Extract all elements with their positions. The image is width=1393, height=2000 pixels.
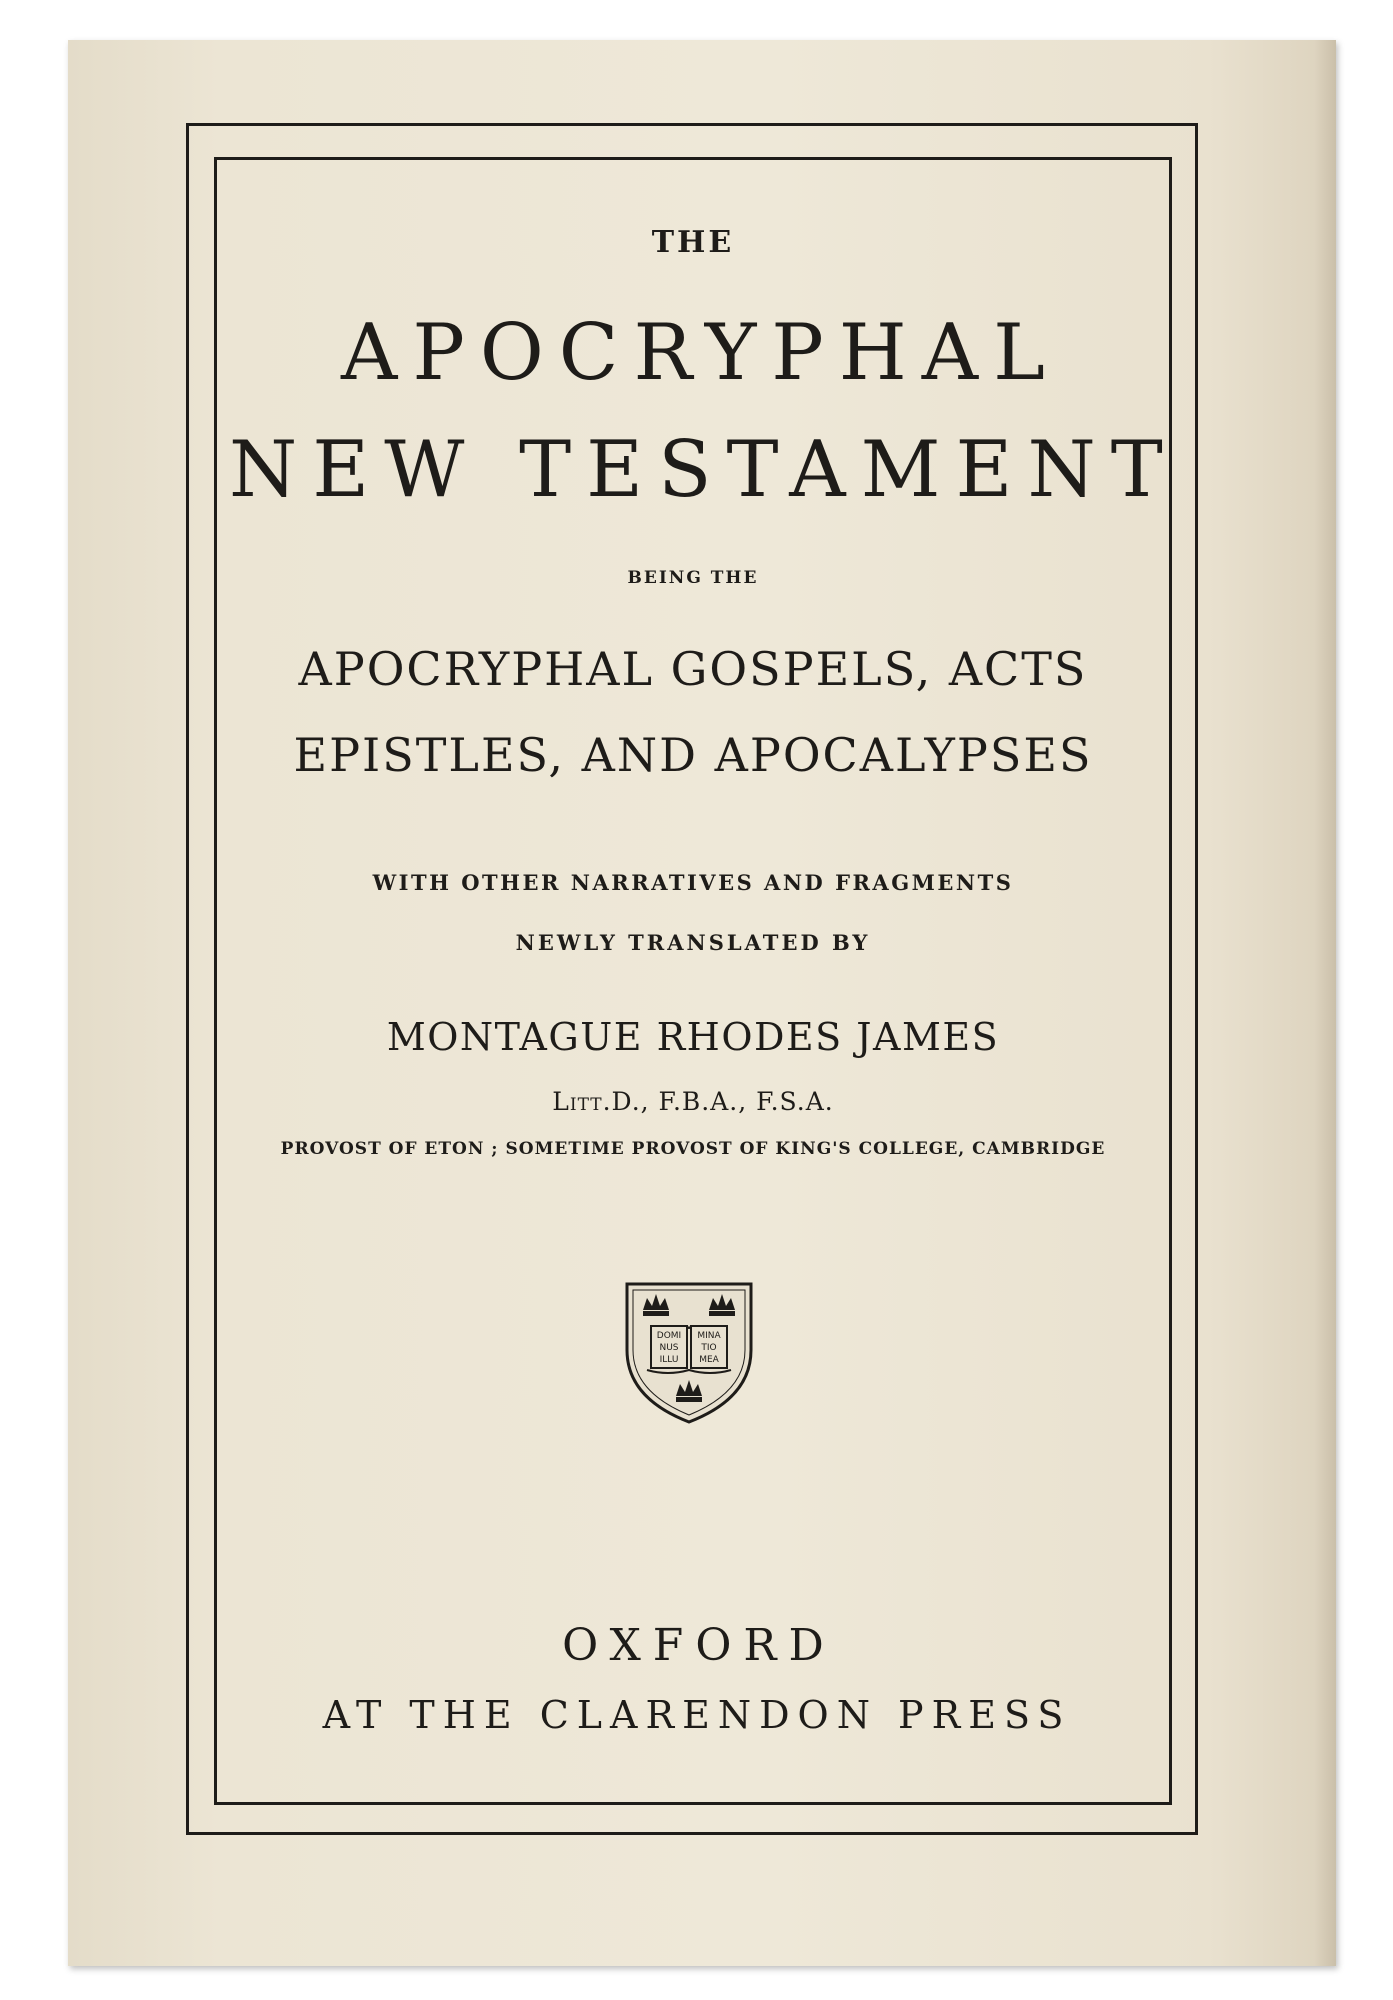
degrees-rest: .D., F.B.A., F.S.A. bbox=[602, 1087, 834, 1116]
crest-book-left-line-2: NUS bbox=[659, 1343, 679, 1353]
subtitle-line-1: APOCRYPHAL GOSPELS, ACTS bbox=[298, 642, 1088, 696]
being-the-label: BEING THE bbox=[627, 568, 759, 588]
title-line-1: APOCRYPHAL bbox=[341, 308, 1060, 398]
publisher-name: AT THE CLARENDON PRESS bbox=[322, 1693, 1072, 1737]
crest-book-right-line-1: MINA bbox=[697, 1331, 721, 1341]
title-line-2: NEW TESTAMENT bbox=[229, 425, 1178, 515]
author-name: MONTAGUE RHODES JAMES bbox=[386, 1015, 1000, 1059]
author-affiliation: PROVOST OF ETON ; SOMETIME PROVOST OF KING'S COLLEGE, CAMBRIDGE bbox=[280, 1139, 1106, 1159]
publisher-city: OXFORD bbox=[562, 1620, 836, 1671]
subtitle-line-2: EPISTLES, AND APOCALYPSES bbox=[293, 728, 1093, 782]
degrees-lead: L bbox=[552, 1087, 570, 1116]
title-article: THE bbox=[651, 225, 735, 260]
inner-border-rule bbox=[214, 157, 1178, 1805]
translated-by-line: NEWLY TRANSLATED BY bbox=[515, 930, 871, 955]
oxford-university-arms-icon bbox=[623, 1280, 755, 1426]
crest-book-left-line-3: ILLU bbox=[659, 1355, 679, 1365]
degrees-smallcaps: ITT bbox=[569, 1095, 603, 1115]
crest-book-right-line-3: MEA bbox=[699, 1355, 719, 1365]
crest-book-right-line-2: TIO bbox=[701, 1343, 717, 1353]
author-degrees bbox=[214, 1087, 1172, 1116]
crest-book-left-line-1: DOMI bbox=[656, 1331, 682, 1341]
other-narratives-line: WITH OTHER NARRATIVES AND FRAGMENTS bbox=[372, 870, 1014, 895]
